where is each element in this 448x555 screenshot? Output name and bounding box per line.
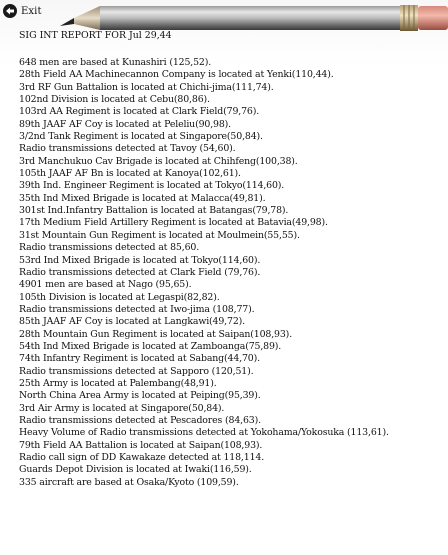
report-line: 89th JAAF AF Coy is located at Peleliu(90,98). [19,118,232,130]
report-line: 28th Field AA Machinecannon Company is located at Yenki(110,44). [19,69,334,81]
report-line: 39th Ind. Engineer Regiment is located at Tokyo(114,60). [19,180,285,192]
report-line: 35th Ind Mixed Brigade is located at Malacca(49,81). [19,192,266,204]
arrow-left-circle-icon [3,4,17,18]
report-line: 335 aircraft are based at Osaka/Kyoto (109,59). [19,476,239,488]
report-line: 79th Field AA Battalion is located at Saipan(108,93). [19,439,263,451]
report-line: Radio transmissions detected at Tavoy (54,60). [19,143,236,155]
report-line: Radio transmissions detected at Sapporo (120,51). [19,365,254,377]
report-line: 28th Mountain Gun Regiment is located at Saipan(108,93). [19,328,293,340]
report-line: 54th Ind Mixed Brigade is located at Zamboanga(75,89). [19,340,282,352]
report-line: 301st Ind.Infantry Battalion is located at Batangas(79,78). [19,205,289,217]
report-line: Radio transmissions detected at Iwo-jima (108,77). [19,303,255,315]
report-line: 3rd Manchukuo Cav Brigade is located at Chihfeng(100,38). [19,155,298,167]
report-line: 53rd Ind Mixed Brigade is located at Tokyo(114,60). [19,254,261,266]
report-line: 105th JAAF AF Bn is located at Kanoya(102,61). [19,168,241,180]
report-line: 102nd Division is located at Cebu(80,86). [19,94,210,106]
report-line: 25th Army is located at Palembang(48,91). [19,377,217,389]
report-line: Heavy Volume of Radio transmissions detected at Yokohama/Yokosuka (113,61). [19,427,389,439]
report-line: 105th Division is located at Legaspi(82,82). [19,291,220,303]
report-line: 31st Mountain Gun Regiment is located at Moulmein(55,55). [19,229,300,241]
report-title: SIG INT REPORT FOR Jul 29,44 [19,30,172,41]
report-line: North China Area Army is located at Peiping(95,39). [19,390,261,402]
report-line: 3rd Air Army is located at Singapore(50,84). [19,402,225,414]
report-line: 85th JAAF AF Coy is located at Langkawi(49,72). [19,316,245,328]
report-line: Radio call sign of DD Kawakaze detected at 118,114. [19,452,265,463]
report-line: 3/2nd Tank Regiment is located at Singapore(50,84). [19,131,263,143]
report-list [19,57,389,489]
exit-button[interactable] [3,3,42,19]
report-line: Radio transmissions detected at 85,60. [19,242,200,254]
report-line: 3rd RF Gun Battalion is located at Chichi-jima(111,74). [19,81,274,93]
report-line: 17th Medium Field Artillery Regiment is located at Batavia(49,98). [19,217,328,229]
report-line: 74th Infantry Regiment is located at Sabang(44,70). [19,353,260,365]
report-line: Radio transmissions detected at Pescadores (84,63). [19,414,261,426]
report-line: 4901 men are based at Nago (95,65). [19,279,192,291]
exit-label: Exit [21,5,42,17]
report-line: Guards Depot Division is located at Iwaki(116,59). [19,464,252,476]
report-line: 103rd AA Regiment is located at Clark Field(79,76). [19,106,260,118]
report-line: Radio transmissions detected at Clark Field (79,76). [19,266,261,278]
report-line: 648 men are based at Kunashiri (125,52). [19,57,212,68]
